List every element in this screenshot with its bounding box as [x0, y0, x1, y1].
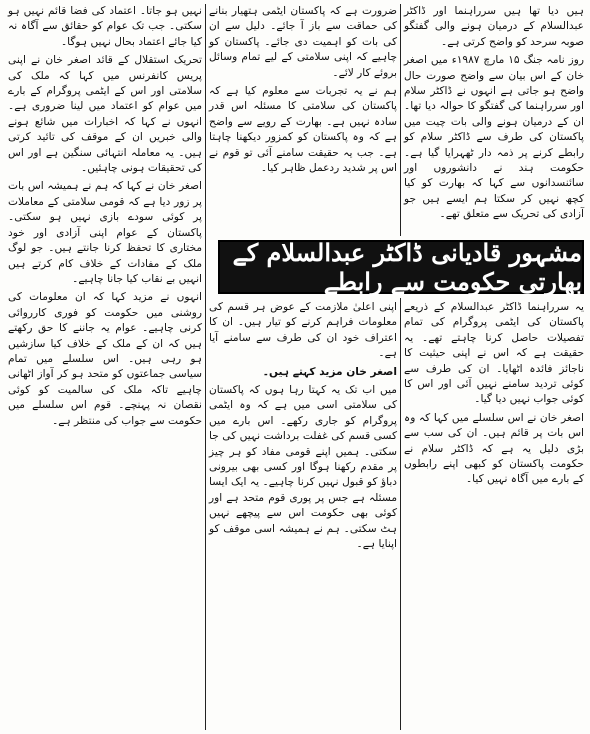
- paragraph: ضرورت ہے کہ پاکستان ایٹمی ہتھیار بنانے کی حماقت سے باز آ جائے۔ دلیل سے ان کی بات کو اہمیت دی جائے۔ پاکستان کو چاہیے کہ اپنی سلامتی کے لیے تمام وسائل بروئے کار لائے۔: [209, 5, 397, 79]
- left-column: [8, 4, 202, 432]
- paragraph: یہ سرراہنما ڈاکٹر عبدالسلام کے ذریعے پاکستان کی ایٹمی پروگرام کی تمام تفصیلات حاصل کرنا چاہتے تھے۔ یہ حقیقت ہے کہ اس نے اپنی حیثیت کا ناجائز فائدہ اٹھایا۔ ان کی طرف سے کوئی تردید سامنے نہیں آئی اور اس کا کوئی جواب نہیں دیا گیا۔: [404, 301, 584, 406]
- middle-column-top: [209, 4, 397, 179]
- paragraph: ہیں دیا تھا ہیں سرراہنما اور ڈاکٹر عبدالسلام کے درمیان ہونے والی گفتگو صوبہ سرحد کو واضح کرتی ہے۔: [404, 5, 584, 48]
- paragraph: ہم نے یہ تجربات سے معلوم کیا ہے کہ پاکستان کی سلامتی کا مسئلہ اس قدر سادہ نہیں ہے۔ بھارت کے رویے سے واضح ہے کہ وہ پاکستان کو کمزور دیکھنا چاہتا ہے۔ جب یہ حقیقت سامنے آئی تو قوم نے اس پر شدید ردعمل ظاہر کیا۔: [209, 85, 397, 175]
- paragraph-lead: اصغر خان مزید کہتے ہیں۔: [262, 365, 397, 378]
- paragraph: اصغر خان نے اس سلسلے میں کہا کہ وہ اس بات پر قائم ہیں۔ ان کی سب سے بڑی دلیل یہ ہے کہ ڈاکٹر سلام نے حکومت پاکستان کو کبھی اپنے رابطوں کے بارے میں آگاہ نہیں کیا۔: [404, 411, 584, 486]
- paragraph: روز نامہ جنگ ۱۵ مارچ ۱۹۸۷ء میں اصغر خان کے اس بیان سے واضح صورت حال واضح ہو جاتی ہے انہوں نے ڈاکٹر سلام اور سرراہنما کی گفتگو کا حوالہ دیا تھا۔ ان کے درمیان ہونے والی بات چیت میں پاکستان کی طرف سے ڈاکٹر سلام کو رابطے کرنے پر ذمہ دار ٹھہرایا گیا ہے۔ حکومت ہند نے دانشوروں اور سائنسدانوں سے کہا کہ بھارت کو کیا کچھ نہیں کر سکتا ہم ایسے ہیں جو آزادی کی تحریک سے متعلق تھے۔: [404, 54, 585, 221]
- headline-banner: [218, 240, 584, 294]
- paragraph: اصغر خان نے کہا کہ ہم نے ہمیشہ اس بات پر زور دیا ہے کہ قومی سلامتی کے معاملات پر کوئی سودے بازی نہیں ہو سکتی۔ پاکستان کے عوام اپنی آزادی اور خود مختاری کا تحفظ کرنا جانتے ہیں۔ جو لوگ ملک کے مفادات کے خلاف کام کرتے ہیں انہیں بے نقاب کیا جانا چاہیے۔: [8, 180, 202, 285]
- column-divider: [400, 298, 401, 730]
- paragraph: اپنی اعلیٰ ملازمت کے عوض ہر قسم کی معلومات فراہم کرنے کو تیار ہیں۔ ان کا اعتراف خود ان کی طرف سے سامنے آیا ہے۔: [209, 301, 397, 360]
- right-column-bottom: [404, 300, 584, 491]
- column-divider: [400, 4, 401, 236]
- paragraph: نہیں ہو جاتا۔ اعتماد کی فضا قائم نہیں ہو سکتی۔ جب تک عوام کو حقائق سے آگاہ نہ کیا جائے اعتماد بحال نہیں ہوگا۔: [8, 5, 202, 48]
- right-column-top: [404, 4, 584, 226]
- middle-column-bottom: [209, 300, 397, 556]
- headline-text: مشہور قادیانی ڈاکٹر عبدالسلام کے بھارتی حکومت سے رابطے: [232, 238, 582, 296]
- paragraph: انہوں نے مزید کہا کہ ان معلومات کی روشنی میں حکومت کو فوری کارروائی کرنی چاہیے۔ عوام یہ جاننے کا حق رکھتے ہیں کہ ان کے ملک کے خلاف کیا سازشیں ہو رہی ہیں۔ اس سلسلے میں تمام سیاسی جماعتوں کو متحد ہو کر آواز اٹھانی چاہیے تاکہ ملک کی سالمیت کو کوئی نقصان نہ پہنچے۔ قوم اس سلسلے میں حکومت سے جواب کی منتظر ہے۔: [8, 291, 202, 427]
- paragraph: میں اب تک یہ کہتا رہا ہوں کہ پاکستان کی سلامتی اسی میں ہے کہ وہ ایٹمی پروگرام کو جاری رکھے۔ اس بارے میں کسی قسم کی غفلت برداشت نہیں کی جا سکتی۔ ہمیں اپنے قومی مفاد کو ہر چیز پر مقدم رکھنا ہوگا اور کسی بھی بیرونی دباؤ کو قبول نہیں کرنا چاہیے۔ یہ ایک ایسا مسئلہ ہے جس پر پوری قوم متحد ہے اور کوئی بھی حکومت اس سے پیچھے نہیں ہٹ سکتی۔ ہم نے ہمیشہ اسی موقف کو اپنایا ہے۔: [209, 384, 397, 551]
- column-divider: [205, 4, 206, 730]
- paragraph: تحریک استقلال کے قائد اصغر خان نے اپنی پریس کانفرنس میں کہا کہ ملک کی سلامتی اور اس کے ایٹمی پروگرام کے بارے میں عوام کو اعتماد میں لینا ضروری ہے۔ انہوں نے کہا کہ اخبارات میں شائع ہونے والی خبریں ان کے موقف کی تائید کرتی ہیں۔ یہ معاملہ انتہائی سنگین ہے اور اس کی تحقیقات ہونی چاہئیں۔: [8, 54, 202, 175]
